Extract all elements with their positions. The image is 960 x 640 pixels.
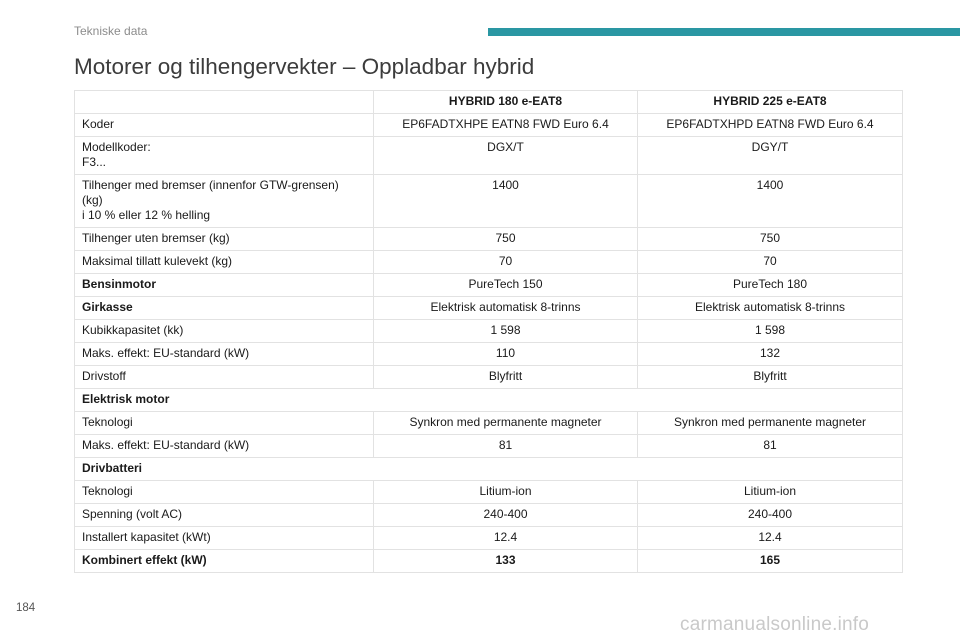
cell-hybrid-180: 110 [374, 343, 638, 366]
table-row [75, 435, 903, 458]
page-title: Motorer og tilhengervekter – Oppladbar hybrid [74, 54, 535, 79]
cell-hybrid-180: Litium-ion [374, 481, 638, 504]
row-label-line: Maks. effekt: EU-standard (kW) [82, 346, 250, 360]
cell-hybrid-180: 750 [374, 228, 638, 251]
row-label [75, 251, 374, 274]
row-label [75, 228, 374, 251]
cell-hybrid-180: 1 598 [374, 320, 638, 343]
table-row [75, 481, 903, 504]
row-label-line: F3... [82, 155, 107, 169]
row-label [75, 114, 374, 137]
row-label-line: Girkasse [82, 300, 133, 314]
row-label-line: Bensinmotor [82, 277, 157, 291]
row-label-line: Kombinert effekt (kW) [82, 553, 207, 567]
table-row [75, 251, 903, 274]
cell-hybrid-225: 1 598 [638, 320, 903, 343]
cell-hybrid-225: 750 [638, 228, 903, 251]
table-section-row [75, 458, 903, 481]
table-row [75, 320, 903, 343]
table-row [75, 366, 903, 389]
table-section-row [75, 389, 903, 412]
section-heading: Elektrisk motor [75, 389, 903, 412]
row-label-line: i 10 % eller 12 % helling [82, 208, 211, 222]
row-label [75, 343, 374, 366]
cell-hybrid-225: 70 [638, 251, 903, 274]
table-row [75, 412, 903, 435]
cell-hybrid-225: Elektrisk automatisk 8-trinns [638, 297, 903, 320]
column-header-hybrid-225: HYBRID 225 e-EAT8 [638, 91, 903, 114]
cell-hybrid-225: 1400 [638, 175, 903, 228]
cell-hybrid-180: 1400 [374, 175, 638, 228]
cell-hybrid-180: Elektrisk automatisk 8-trinns [374, 297, 638, 320]
row-label [75, 527, 374, 550]
row-label-line: (kg) [82, 193, 103, 207]
watermark: carmanualsonline.info [680, 614, 870, 635]
column-header-label [75, 91, 374, 114]
row-label-line: Kubikkapasitet (kk) [82, 323, 184, 337]
cell-hybrid-180: 133 [374, 550, 638, 573]
table-row [75, 297, 903, 320]
cell-hybrid-180: Blyfritt [374, 366, 638, 389]
row-label [75, 320, 374, 343]
cell-hybrid-225: 132 [638, 343, 903, 366]
cell-hybrid-180: 240-400 [374, 504, 638, 527]
cell-hybrid-180: DGX/T [374, 137, 638, 175]
cell-hybrid-225: 165 [638, 550, 903, 573]
column-header-hybrid-180: HYBRID 180 e-EAT8 [374, 91, 638, 114]
cell-hybrid-225: Blyfritt [638, 366, 903, 389]
section-heading: Drivbatteri [75, 458, 903, 481]
row-label-line: Modellkoder: [82, 140, 151, 154]
table-row [75, 274, 903, 297]
table-row [75, 527, 903, 550]
row-label-line: Tilhenger med bremser (innenfor GTW-grensen) [82, 178, 339, 192]
table-row [75, 343, 903, 366]
row-label-line: Teknologi [82, 415, 133, 429]
table-row [75, 114, 903, 137]
cell-hybrid-180: PureTech 150 [374, 274, 638, 297]
row-label-line: Maksimal tillatt kulevekt (kg) [82, 254, 233, 268]
header-accent-bar [488, 28, 960, 36]
cell-hybrid-225: 12.4 [638, 527, 903, 550]
row-label-line: Installert kapasitet (kWt) [82, 530, 211, 544]
row-label-line: Spenning (volt AC) [82, 507, 183, 521]
specs-table-body [75, 114, 903, 573]
row-label-line: Tilhenger uten bremser (kg) [82, 231, 230, 245]
row-label-line: Koder [82, 117, 115, 131]
page-number: 184 [16, 602, 36, 614]
section-label: Tekniske data [74, 24, 148, 38]
row-label [75, 274, 374, 297]
cell-hybrid-225: EP6FADTXHPD EATN8 FWD Euro 6.4 [638, 114, 903, 137]
cell-hybrid-180: 81 [374, 435, 638, 458]
cell-hybrid-180: EP6FADTXHPE EATN8 FWD Euro 6.4 [374, 114, 638, 137]
row-label-line: Teknologi [82, 484, 133, 498]
cell-hybrid-225: PureTech 180 [638, 274, 903, 297]
row-label [75, 366, 374, 389]
row-label [75, 175, 374, 228]
table-row [75, 228, 903, 251]
row-label [75, 137, 374, 175]
row-label-line: Maks. effekt: EU-standard (kW) [82, 438, 250, 452]
cell-hybrid-225: Litium-ion [638, 481, 903, 504]
table-row [75, 175, 903, 228]
row-label [75, 297, 374, 320]
cell-hybrid-225: 81 [638, 435, 903, 458]
row-label [75, 550, 374, 573]
cell-hybrid-180: 12.4 [374, 527, 638, 550]
table-row [75, 137, 903, 175]
cell-hybrid-225: DGY/T [638, 137, 903, 175]
cell-hybrid-225: 240-400 [638, 504, 903, 527]
table-row [75, 550, 903, 573]
row-label [75, 481, 374, 504]
cell-hybrid-180: 70 [374, 251, 638, 274]
table-row [75, 504, 903, 527]
specs-table [74, 90, 903, 573]
cell-hybrid-180: Synkron med permanente magneter [374, 412, 638, 435]
row-label [75, 412, 374, 435]
row-label-line: Drivstoff [82, 369, 126, 383]
row-label [75, 504, 374, 527]
table-header-row [75, 91, 903, 114]
row-label [75, 435, 374, 458]
cell-hybrid-225: Synkron med permanente magneter [638, 412, 903, 435]
